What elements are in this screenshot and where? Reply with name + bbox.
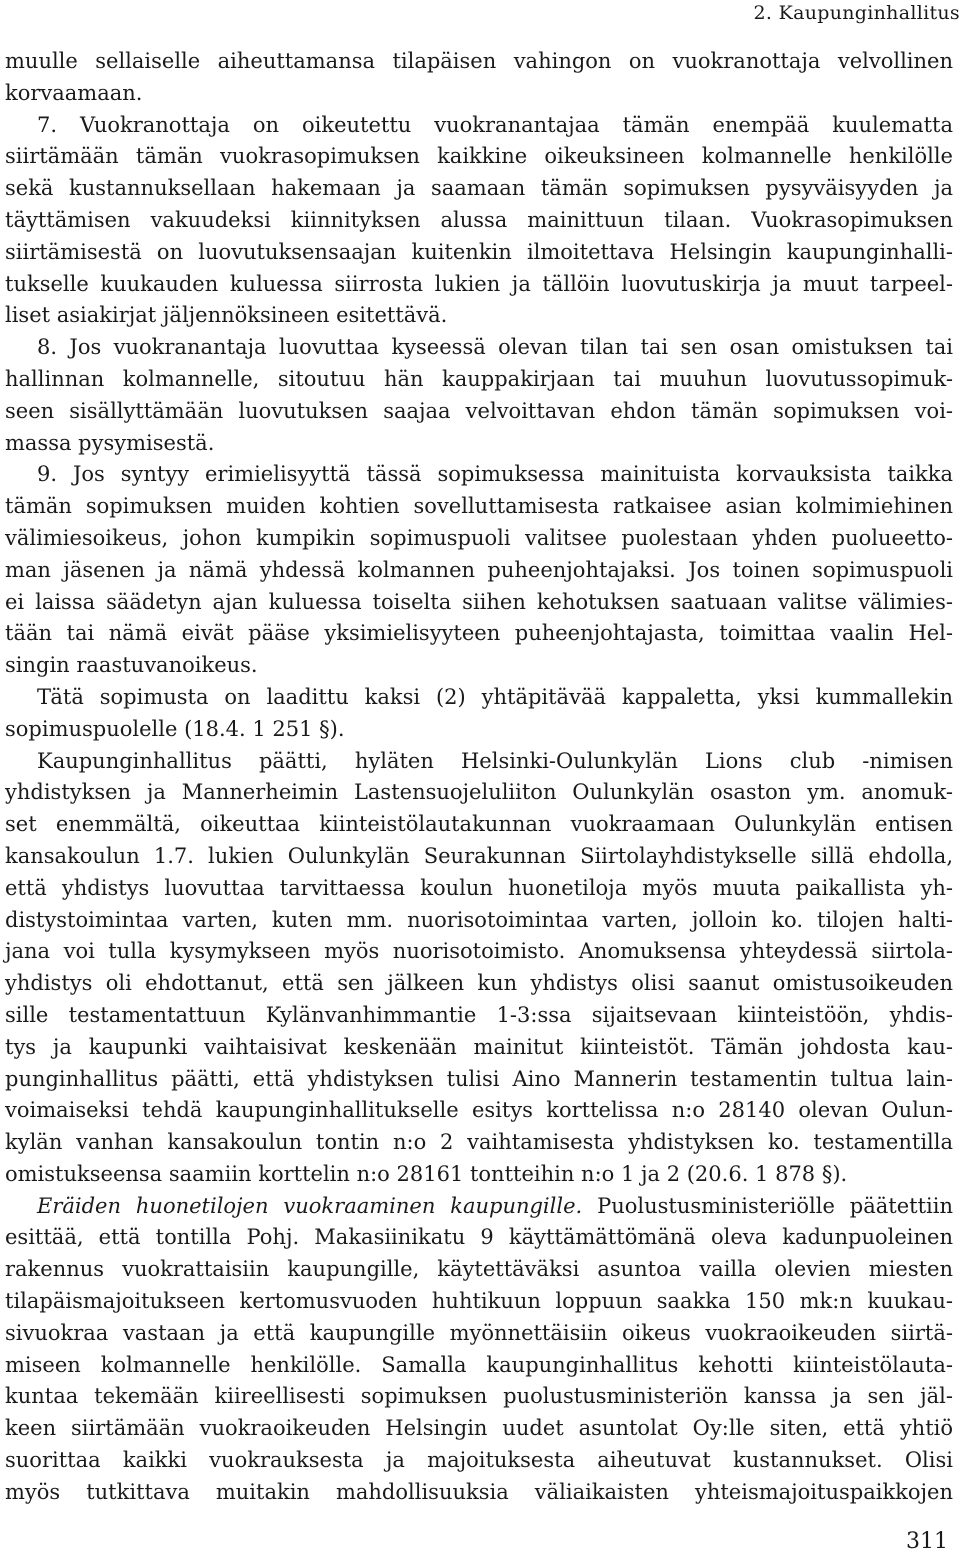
text-line: tilapäismajoitukseen kertomusvuoden huhtikuun loppuun saakka 150 mk:n kuukau- bbox=[5, 1289, 953, 1314]
text-line: sekä kustannuksellaan hakemaan ja saamaan tämän sopimuksen pysyväisyyden ja bbox=[5, 176, 953, 201]
paragraph-copies bbox=[5, 682, 953, 746]
text-line: siirtämisestä on luovutuksensaajan kuitenkin ilmoitettava Helsingin kaupunginhalli- bbox=[5, 239, 953, 264]
text-line bbox=[5, 1191, 953, 1223]
text-fragment: Puolustusministeriölle päätettiin bbox=[582, 1193, 953, 1218]
text-line: tämän sopimuksen muiden kohtien sovelluttamisesta ratkaisee asian kolmimiehinen bbox=[5, 494, 953, 519]
text-line: singin raastuvanoikeus. bbox=[5, 653, 258, 678]
text-line: ei laissa säädetyn ajan kuluessa toiselta siihen kehotuksen saatuaan valitse välimies- bbox=[5, 589, 953, 614]
text-line: korvaamaan. bbox=[5, 80, 143, 105]
text-line: suorittaa kaikki vuokrauksesta ja majoituksesta aiheutuvat kustannukset. Olisi bbox=[5, 1448, 953, 1473]
text-line: sopimuspuolelle (18.4. 1 251 §). bbox=[5, 716, 345, 741]
text-line: 8. Jos vuokranantaja luovuttaa kyseessä olevan tilan tai sen osan omistuksen tai bbox=[37, 335, 953, 360]
text-line: välimiesoikeus, johon kumpikin sopimuspuoli valitsee puolestaan yhden puolueetto- bbox=[5, 525, 953, 550]
text-line: punginhallitus päätti, että yhdistyksen tulisi Aino Mannerin testamentin tultua lain- bbox=[5, 1066, 953, 1091]
text-line: jana voi tulla kysymykseen myös nuorisotoimisto. Anomuksensa yhteydessä siirtola- bbox=[5, 939, 953, 964]
text-line: set enemmältä, oikeuttaa kiinteistölautakunnan vuokraamaan Oulunkylän entisen bbox=[5, 812, 953, 837]
running-head: 2. Kaupunginhallitus bbox=[753, 2, 960, 24]
text-line: rakennus vuokrattaisiin kaupungille, käytettäväksi asuntoa vailla olevien miesten bbox=[5, 1257, 953, 1282]
text-line: tys ja kaupunki vaihtaisivat keskenään mainitut kiinteistöt. Tämän johdosta kau- bbox=[5, 1034, 953, 1059]
text-line: massa pysymisestä. bbox=[5, 430, 215, 455]
text-line: sivuokraa vastaan ja että kaupungille myönnettäisiin oikeus vuokraoikeuden siirtä- bbox=[5, 1320, 953, 1345]
text-line: täyttämisen vakuudeksi kiinnityksen alussa mainittuun tilaan. Vuokrasopimuksen bbox=[5, 207, 953, 232]
text-line: myös tutkittava muitakin mahdollisuuksia väliaikaisten yhteismajoituspaikkojen bbox=[5, 1479, 953, 1504]
text-line: 7. Vuokranottaja on oikeutettu vuokranantajaa tämän enempää kuulematta bbox=[37, 112, 953, 137]
text-line: man jäsenen ja nämä yhdessä kolmannen puheenjohtajaksi. Jos toinen sopimuspuoli bbox=[5, 557, 953, 582]
paragraph-premises-lease bbox=[5, 1191, 953, 1509]
paragraph-decision bbox=[5, 746, 953, 1191]
paragraph-continuation bbox=[5, 46, 953, 110]
text-line: sille testamentattuun Kylänvanhimmantie 1-3:ssa sijaitsevaan kiinteistöön, yhdis- bbox=[5, 1002, 953, 1027]
text-line: kansakoulun 1.7. lukien Oulunkylän Seurakunnan Siirtolayhdistykselle sillä ehdolla, bbox=[5, 843, 953, 868]
section-lead-italic: Eräiden huonetilojen vuokraaminen kaupungille. bbox=[37, 1193, 583, 1218]
text-line: yhdistys oli ehdottanut, että sen jälkeen kun yhdistys olisi saanut omistusoikeuden bbox=[5, 971, 953, 996]
text-line: hallinnan kolmannelle, sitoutuu hän kauppakirjaan tai muuhun luovutussopimuk- bbox=[5, 366, 953, 391]
text-line: 9. Jos syntyy erimielisyyttä tässä sopimuksessa mainituista korvauksista taikka bbox=[37, 462, 953, 487]
paragraph-clause-8 bbox=[5, 332, 953, 459]
text-line: yhdistyksen ja Mannerheimin Lastensuojeluliiton Oulunkylän osaston ym. anomuk- bbox=[5, 780, 953, 805]
text-line: siirtämään tämän vuokrasopimuksen kaikkine oikeuksineen kolmannelle henkilölle bbox=[5, 144, 953, 169]
text-line: Tätä sopimusta on laadittu kaksi (2) yhtäpitävää kappaletta, yksi kummallekin bbox=[37, 684, 953, 709]
text-line: distystoimintaa varten, kuten mm. nuorisotoimintaa varten, jolloin ko. tilojen halti- bbox=[5, 907, 953, 932]
text-line: tukselle kuukauden kuluessa siirrosta lukien ja tällöin luovutuskirja ja muut tarpeel- bbox=[5, 271, 953, 296]
text-line: muulle sellaiselle aiheuttamansa tilapäisen vahingon on vuokranottaja velvollinen bbox=[5, 49, 953, 73]
text-line: seen sisällyttämään luovutuksen saajaa velvoittavan ehdon tämän sopimuksen voi- bbox=[5, 398, 953, 423]
text-line: miseen kolmannelle henkilölle. Samalla kaupunginhallitus kehotti kiinteistölauta- bbox=[5, 1352, 953, 1377]
text-line: Kaupunginhallitus päätti, hyläten Helsinki-Oulunkylän Lions club -nimisen bbox=[37, 748, 953, 773]
text-line: tään tai nämä eivät pääse yksimielisyyteen puheenjohtajasta, toimittaa vaalin Hel- bbox=[5, 621, 953, 646]
text-line: kylän vanhan kansakoulun tontin n:o 2 vaihtamisesta yhdistyksen ko. testamentilla bbox=[5, 1130, 953, 1155]
body-text bbox=[5, 46, 953, 1509]
paragraph-clause-7 bbox=[5, 110, 953, 333]
text-line: että yhdistys luovuttaa tarvittaessa koulun huonetiloja myös muuta paikallista yh- bbox=[5, 875, 953, 900]
text-line: esittää, että tontilla Pohj. Makasiinikatu 9 käyttämättömänä oleva kadunpuoleinen bbox=[5, 1225, 953, 1250]
paragraph-clause-9 bbox=[5, 459, 953, 682]
text-line: kuntaa tekemään kiireellisesti sopimuksen puolustusministeriön kanssa ja sen jäl- bbox=[5, 1384, 953, 1409]
text-line: voimaiseksi tehdä kaupunginhallitukselle esitys korttelissa n:o 28140 olevan Oulun- bbox=[5, 1098, 953, 1123]
text-line: liset asiakirjat jäljennöksineen esitettävä. bbox=[5, 303, 448, 328]
text-line: omistukseensa saamiin korttelin n:o 28161 tontteihin n:o 1 ja 2 (20.6. 1 878 §). bbox=[5, 1161, 848, 1186]
text-line: keen siirtämään vuokraoikeuden Helsingin uudet asuntolat Oy:lle siten, että yhtiö bbox=[5, 1416, 953, 1441]
page-number: 311 bbox=[906, 1529, 948, 1554]
